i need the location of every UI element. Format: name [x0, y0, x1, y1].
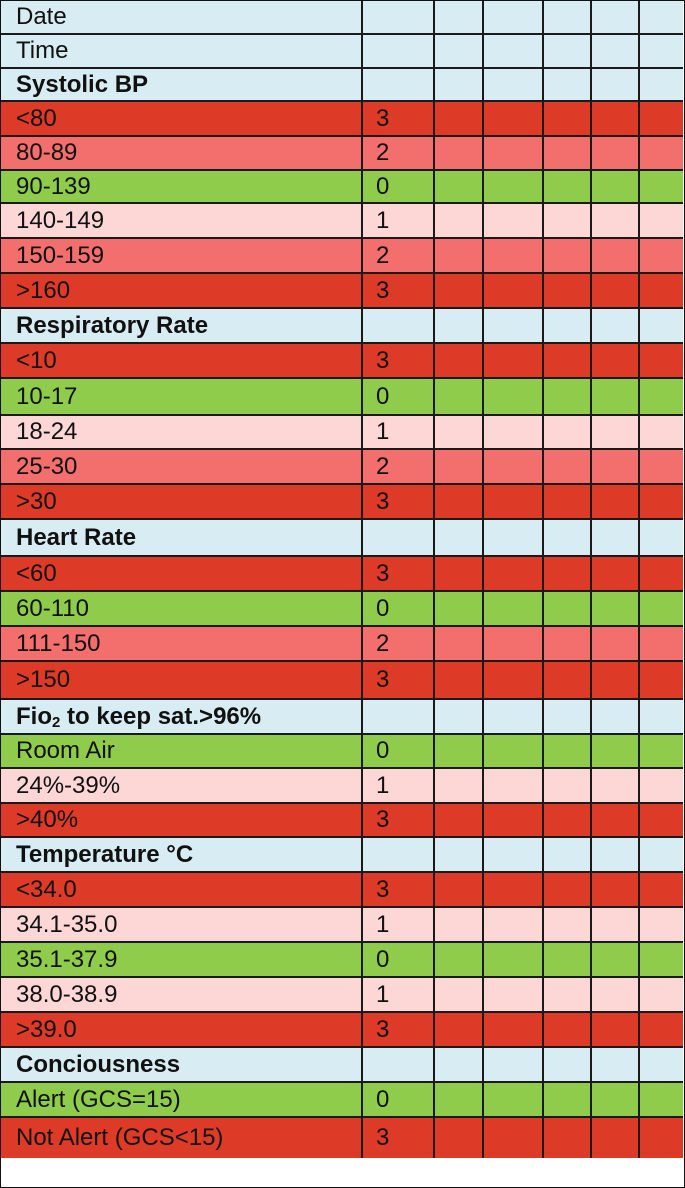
entry-cell[interactable]	[640, 557, 683, 592]
entry-cell[interactable]	[435, 344, 484, 379]
entry-cell[interactable]	[592, 204, 640, 239]
entry-cell[interactable]	[484, 102, 544, 137]
row-label	[1, 804, 363, 838]
row-label-text: >39.0	[16, 1015, 77, 1043]
entry-cell[interactable]	[592, 379, 640, 416]
entry-cell[interactable]	[484, 735, 544, 769]
entry-cell[interactable]	[484, 838, 544, 873]
entry-cell[interactable]	[435, 1118, 484, 1158]
entry-cell[interactable]	[640, 450, 683, 485]
row-label	[1, 379, 363, 416]
row-label-text: 24%-39%	[16, 771, 121, 799]
entry-cell[interactable]	[640, 1013, 683, 1048]
score-cell: 3	[363, 274, 435, 309]
entry-cell[interactable]	[544, 592, 592, 627]
entry-cell[interactable]	[544, 171, 592, 204]
entry-cell[interactable]	[640, 274, 683, 309]
entry-cell[interactable]	[544, 379, 592, 416]
score-cell	[363, 69, 435, 102]
entry-cell[interactable]	[592, 69, 640, 102]
entry-cell[interactable]	[592, 102, 640, 137]
entry-cell[interactable]	[544, 627, 592, 662]
entry-cell[interactable]	[640, 943, 683, 978]
score-cell: 0	[363, 1083, 435, 1118]
entry-cell[interactable]	[592, 274, 640, 309]
entry-cell[interactable]	[544, 1013, 592, 1048]
entry-cell[interactable]	[592, 700, 640, 735]
score-cell: 0	[363, 592, 435, 627]
entry-cell[interactable]	[592, 557, 640, 592]
score-cell: 3	[363, 557, 435, 592]
entry-cell[interactable]	[435, 102, 484, 137]
entry-cell[interactable]	[484, 700, 544, 735]
score-cell	[363, 35, 435, 69]
entry-cell[interactable]	[640, 379, 683, 416]
score-cell: 0	[363, 379, 435, 416]
row-label	[1, 416, 363, 450]
score-cell: 1	[363, 908, 435, 943]
row-label	[1, 662, 363, 700]
row-label-text: <34.0	[16, 875, 77, 903]
row-label-text: 25-30	[16, 452, 78, 480]
entry-cell[interactable]	[592, 908, 640, 943]
entry-cell[interactable]	[435, 520, 484, 557]
entry-cell[interactable]	[435, 485, 484, 520]
entry-cell[interactable]	[484, 908, 544, 943]
entry-cell[interactable]	[484, 804, 544, 838]
entry-cell[interactable]	[592, 838, 640, 873]
score-cell: 2	[363, 239, 435, 274]
entry-cell[interactable]	[640, 35, 683, 69]
entry-cell[interactable]	[484, 137, 544, 171]
section-title	[1, 69, 363, 102]
entry-cell[interactable]	[544, 137, 592, 171]
entry-cell[interactable]	[484, 344, 544, 379]
entry-cell[interactable]	[435, 137, 484, 171]
entry-cell[interactable]	[544, 1118, 592, 1158]
score-cell: 3	[363, 485, 435, 520]
score-cell: 1	[363, 978, 435, 1013]
entry-cell[interactable]	[435, 416, 484, 450]
entry-cell[interactable]	[484, 274, 544, 309]
score-cell	[363, 1, 435, 35]
row-label	[1, 735, 363, 769]
row-label-text: Respiratory Rate	[16, 311, 209, 339]
score-cell: 3	[363, 873, 435, 908]
entry-cell[interactable]	[435, 627, 484, 662]
row-label-text: 90-139	[16, 172, 91, 200]
entry-cell[interactable]	[435, 1013, 484, 1048]
entry-cell[interactable]	[484, 592, 544, 627]
entry-cell[interactable]	[435, 735, 484, 769]
entry-cell[interactable]	[592, 627, 640, 662]
row-label-text: Systolic BP	[16, 70, 149, 98]
entry-cell[interactable]	[435, 769, 484, 804]
entry-cell[interactable]	[640, 978, 683, 1013]
row-label	[1, 627, 363, 662]
entry-cell[interactable]	[435, 978, 484, 1013]
entry-cell[interactable]	[592, 309, 640, 344]
entry-cell[interactable]	[592, 1048, 640, 1083]
entry-cell[interactable]	[544, 416, 592, 450]
entry-cell[interactable]	[592, 943, 640, 978]
entry-cell[interactable]	[435, 873, 484, 908]
entry-cell[interactable]	[435, 557, 484, 592]
section-title	[1, 1048, 363, 1083]
entry-cell[interactable]	[544, 309, 592, 344]
row-label	[1, 943, 363, 978]
row-label	[1, 35, 363, 69]
entry-cell[interactable]	[484, 1118, 544, 1158]
entry-cell[interactable]	[592, 592, 640, 627]
entry-cell[interactable]	[435, 1048, 484, 1083]
entry-cell[interactable]	[640, 102, 683, 137]
entry-cell[interactable]	[592, 662, 640, 700]
row-label	[1, 1, 363, 35]
score-cell: 3	[363, 1118, 435, 1158]
entry-cell[interactable]	[484, 239, 544, 274]
entry-cell[interactable]	[640, 1083, 683, 1118]
section-title	[1, 309, 363, 344]
entry-cell[interactable]	[484, 662, 544, 700]
row-label-text: Date	[16, 3, 67, 30]
row-label-text: Conciousness	[16, 1050, 181, 1078]
score-cell	[363, 520, 435, 557]
row-label	[1, 485, 363, 520]
entry-cell[interactable]	[640, 137, 683, 171]
entry-cell[interactable]	[592, 1013, 640, 1048]
entry-cell[interactable]	[544, 239, 592, 274]
entry-cell[interactable]	[640, 485, 683, 520]
entry-cell[interactable]	[640, 344, 683, 379]
entry-cell[interactable]	[435, 700, 484, 735]
row-label	[1, 978, 363, 1013]
entry-cell[interactable]	[484, 557, 544, 592]
row-label	[1, 1118, 363, 1158]
entry-cell[interactable]	[544, 873, 592, 908]
score-cell: 3	[363, 102, 435, 137]
entry-cell[interactable]	[484, 69, 544, 102]
score-cell	[363, 1048, 435, 1083]
section-title	[1, 838, 363, 873]
entry-cell[interactable]	[592, 735, 640, 769]
entry-cell[interactable]	[484, 171, 544, 204]
score-cell: 3	[363, 344, 435, 379]
row-label	[1, 102, 363, 137]
entry-cell[interactable]	[544, 102, 592, 137]
entry-cell[interactable]	[484, 309, 544, 344]
row-label	[1, 908, 363, 943]
row-label	[1, 239, 363, 274]
entry-cell[interactable]	[544, 69, 592, 102]
entry-cell[interactable]	[544, 943, 592, 978]
row-label-text: Not Alert (GCS<15)	[16, 1124, 224, 1151]
entry-cell[interactable]	[640, 627, 683, 662]
entry-cell[interactable]	[544, 735, 592, 769]
entry-cell[interactable]	[544, 344, 592, 379]
entry-cell[interactable]	[640, 520, 683, 557]
entry-cell[interactable]	[640, 662, 683, 700]
section-title	[1, 520, 363, 557]
row-label	[1, 204, 363, 239]
row-label	[1, 592, 363, 627]
entry-cell[interactable]	[544, 978, 592, 1013]
entry-cell[interactable]	[640, 416, 683, 450]
entry-cell[interactable]	[435, 69, 484, 102]
entry-cell[interactable]	[640, 239, 683, 274]
row-label-text: <60	[16, 559, 57, 587]
score-cell	[363, 838, 435, 873]
row-label-text: 34.1-35.0	[16, 910, 118, 938]
entry-cell[interactable]	[592, 137, 640, 171]
score-cell: 0	[363, 943, 435, 978]
entry-cell[interactable]	[592, 344, 640, 379]
entry-cell[interactable]	[544, 1, 592, 35]
row-label	[1, 873, 363, 908]
entry-cell[interactable]	[544, 662, 592, 700]
entry-cell[interactable]	[435, 239, 484, 274]
row-label-text: <80	[16, 104, 57, 132]
section-title	[1, 700, 363, 735]
row-label-text: 140-149	[16, 206, 105, 234]
row-label	[1, 274, 363, 309]
score-cell: 1	[363, 204, 435, 239]
score-cell: 3	[363, 1013, 435, 1048]
row-label	[1, 344, 363, 379]
entry-cell[interactable]	[435, 804, 484, 838]
score-cell: 1	[363, 769, 435, 804]
entry-cell[interactable]	[435, 35, 484, 69]
entry-cell[interactable]	[640, 171, 683, 204]
row-label-text: 38.0-38.9	[16, 980, 118, 1008]
entry-cell[interactable]	[484, 379, 544, 416]
entry-cell[interactable]	[592, 485, 640, 520]
score-cell: 1	[363, 416, 435, 450]
entry-cell[interactable]	[640, 592, 683, 627]
entry-cell[interactable]	[484, 943, 544, 978]
entry-cell[interactable]	[544, 35, 592, 69]
entry-cell[interactable]	[592, 978, 640, 1013]
entry-cell[interactable]	[640, 1118, 683, 1158]
entry-cell[interactable]	[544, 769, 592, 804]
row-label-text: Temperature °C	[16, 840, 194, 868]
entry-cell[interactable]	[640, 204, 683, 239]
entry-cell[interactable]	[544, 520, 592, 557]
entry-cell[interactable]	[544, 557, 592, 592]
score-cell: 0	[363, 735, 435, 769]
entry-cell[interactable]	[640, 309, 683, 344]
entry-cell[interactable]	[484, 1048, 544, 1083]
row-label	[1, 1013, 363, 1048]
score-cell: 3	[363, 804, 435, 838]
row-label-text: >150	[16, 666, 71, 693]
row-label	[1, 557, 363, 592]
row-label-text: <10	[16, 346, 57, 374]
entry-cell[interactable]	[435, 1083, 484, 1118]
score-cell	[363, 309, 435, 344]
entry-cell[interactable]	[640, 873, 683, 908]
entry-cell[interactable]	[435, 274, 484, 309]
entry-cell[interactable]	[544, 838, 592, 873]
row-label-text: 150-159	[16, 241, 105, 269]
row-label-text: 35.1-37.9	[16, 945, 118, 973]
entry-cell[interactable]	[484, 769, 544, 804]
row-label-text-after: to keep sat.>96%	[60, 702, 262, 730]
entry-cell[interactable]	[592, 171, 640, 204]
entry-cell[interactable]	[592, 35, 640, 69]
row-label-text: >40%	[16, 806, 79, 833]
entry-cell[interactable]	[435, 171, 484, 204]
entry-cell[interactable]	[435, 204, 484, 239]
entry-cell[interactable]	[484, 485, 544, 520]
entry-cell[interactable]	[435, 838, 484, 873]
row-label	[1, 137, 363, 171]
entry-cell[interactable]	[640, 804, 683, 838]
entry-cell[interactable]	[592, 450, 640, 485]
entry-cell[interactable]	[592, 1, 640, 35]
row-label	[1, 769, 363, 804]
entry-cell[interactable]	[592, 416, 640, 450]
entry-cell[interactable]	[484, 978, 544, 1013]
score-cell: 0	[363, 171, 435, 204]
row-label-text: Time	[16, 37, 69, 64]
row-label	[1, 1083, 363, 1118]
entry-cell[interactable]	[484, 873, 544, 908]
row-label-text: Room Air	[16, 737, 115, 764]
row-label-text: Heart Rate	[16, 523, 137, 551]
entry-cell[interactable]	[484, 1013, 544, 1048]
entry-cell[interactable]	[544, 908, 592, 943]
row-label-text: >160	[16, 276, 71, 304]
entry-cell[interactable]	[592, 239, 640, 274]
entry-cell[interactable]	[435, 379, 484, 416]
entry-cell[interactable]	[484, 1, 544, 35]
entry-cell[interactable]	[640, 735, 683, 769]
subscript-text: 2	[52, 714, 61, 731]
entry-cell[interactable]	[484, 520, 544, 557]
entry-cell[interactable]	[484, 1083, 544, 1118]
row-label-text: 60-110	[16, 594, 89, 622]
entry-cell[interactable]	[435, 908, 484, 943]
entry-cell[interactable]	[435, 943, 484, 978]
row-label	[1, 450, 363, 485]
entry-cell[interactable]	[592, 1083, 640, 1118]
entry-cell[interactable]	[592, 769, 640, 804]
entry-cell[interactable]	[435, 1, 484, 35]
score-cell: 2	[363, 627, 435, 662]
row-label-text: Alert (GCS=15)	[16, 1085, 181, 1113]
entry-cell[interactable]	[484, 627, 544, 662]
entry-cell[interactable]	[435, 662, 484, 700]
score-cell: 2	[363, 450, 435, 485]
entry-cell[interactable]	[640, 838, 683, 873]
entry-cell[interactable]	[484, 35, 544, 69]
entry-cell[interactable]	[544, 1083, 592, 1118]
entry-cell[interactable]	[640, 769, 683, 804]
entry-cell[interactable]	[544, 450, 592, 485]
row-label	[1, 171, 363, 204]
row-label-text: >30	[16, 487, 57, 515]
entry-cell[interactable]	[544, 204, 592, 239]
entry-cell[interactable]	[484, 204, 544, 239]
entry-cell[interactable]	[484, 416, 544, 450]
entry-cell[interactable]	[544, 1048, 592, 1083]
entry-cell[interactable]	[544, 485, 592, 520]
entry-cell[interactable]	[435, 450, 484, 485]
entry-cell[interactable]	[592, 873, 640, 908]
row-label-text: 111-150	[16, 629, 101, 657]
score-cell: 2	[363, 137, 435, 171]
score-cell: 3	[363, 662, 435, 700]
entry-cell[interactable]	[544, 274, 592, 309]
entry-cell[interactable]	[592, 804, 640, 838]
entry-cell[interactable]	[544, 804, 592, 838]
entry-cell[interactable]	[592, 1118, 640, 1158]
row-label-text: 10-17	[16, 382, 78, 410]
row-label-text: Fio	[16, 702, 52, 730]
entry-cell[interactable]	[640, 908, 683, 943]
entry-cell[interactable]	[640, 1, 683, 35]
entry-cell[interactable]	[435, 309, 484, 344]
row-label-text: 18-24	[16, 418, 78, 445]
entry-cell[interactable]	[640, 700, 683, 735]
entry-cell[interactable]	[640, 69, 683, 102]
entry-cell[interactable]	[484, 450, 544, 485]
entry-cell[interactable]	[435, 592, 484, 627]
entry-cell[interactable]	[592, 520, 640, 557]
entry-cell[interactable]	[640, 1048, 683, 1083]
row-label-text: 80-89	[16, 139, 78, 166]
entry-cell[interactable]	[544, 700, 592, 735]
score-cell	[363, 700, 435, 735]
